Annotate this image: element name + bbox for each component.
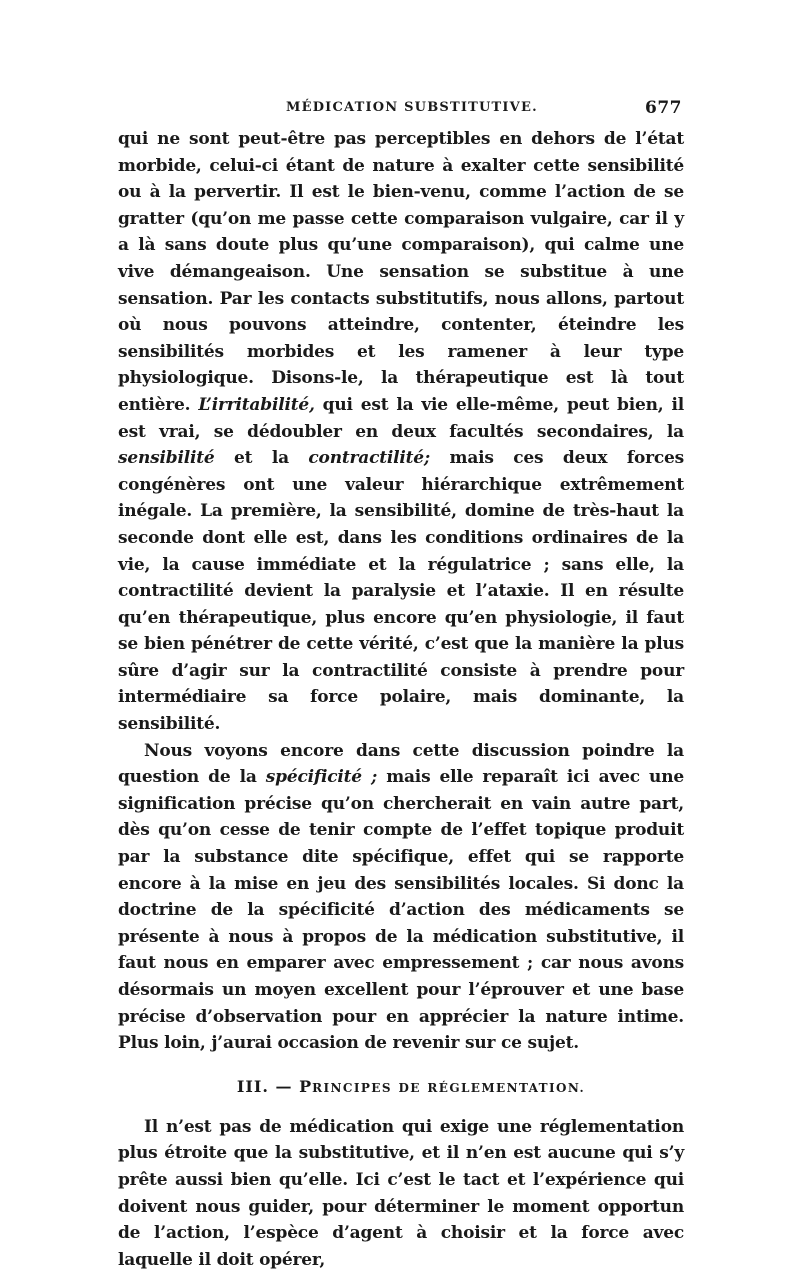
paragraph-1 [118,126,684,738]
section-heading [118,1077,684,1096]
book-page [118,96,684,1273]
paragraph-1-text-e: et la [214,448,309,469]
term-sensibilite: sensibilité [118,448,215,469]
section-numeral: III. — P [236,1076,313,1096]
section-word-principes: RINCIPES [312,1080,392,1095]
running-title: MÉDICATION SUBSTITUTIVE. [286,100,538,115]
paragraph-1-text-a: qui ne sont peut-être pas perceptibles en dehors de l’état morbide, celui-ci étant de nature à exalter cette sensibilité ou à la pervertir. Il est le bien-venu, comme l’action de se gratter (qu’on me passe cette comparaison vulgaire, car il y a là sans doute plus qu’une comparaison), qui calme une vive démangeaison. Une sensation se substitue à une sensation. Par les contacts substitutifs, nous allons, partout où nous pouvons atteindre, contenter, éteindre les sensibilités morbides et les ramener à leur type physiologique. Disons-le, la thérapeutique est là tout entière. [118,129,684,415]
section-word-reglementation: RÉGLEMENTATION. [427,1080,586,1095]
paragraph-3: Il n’est pas de médication qui exige une réglementation plus étroite que la substitutive, et il n’en est aucune qui s’y prête aussi bien qu’elle. Ici c’est le tact et l’expérience qui doivent nous guider, pour déterminer le moment opportun de l’action, l’espèce d’agent à choisir et la force avec laquelle il doit opérer, [118,1116,684,1270]
paragraph-1-text-g: mais ces deux forces congénères ont une valeur hiérarchique extrêmement inégale. La première, la sensibilité, domine de très-haut la seconde dont elle est, dans les conditions ordinaires de la vie, la cause immédiate et la régulatrice ; sans elle, la contractilité devient la paralysie et l’ataxie. Il en résulte qu’en thérapeutique, plus encore qu’en physiologie, il faut se bien pénétrer de cette vérité, c’est que la manière la plus sûre d’agir sur la contractilité consiste à prendre pour intermédiaire sa force polaire, mais dominante, la sensibilité. [118,448,684,735]
term-specificite: spécificité ; [265,767,378,788]
section-word-de: DE [398,1080,421,1095]
paragraph-2-text-c: mais elle reparaît ici avec une signification précise qu’on chercherait en vain autre part, dès qu’on cesse de tenir compte de l’effet topique produit par la substance dite spécifique, effet qui se rapporte encore à la mise en jeu des sensibilités locales. Si donc la doctrine de la spécificité d’action des médicaments se présente à nous à propos de la médication substitutive, il faut nous en emparer avec empressement ; car nous avons désormais un moyen excellent pour l’éprouver et une base précise d’observation pour en apprécier la nature intime. Plus loin, j’aurai occasion de revenir sur ce sujet. [118,767,684,1054]
paragraph-1-text-c: qui est la vie elle-même, peut bien, il est vrai, se dédoubler en deux facultés secondaires, la [118,394,684,442]
page-number: 677 [645,98,682,118]
term-contractilite: contractilité; [308,448,431,469]
paragraph-2 [118,738,684,1057]
body-text [118,126,684,1273]
running-head [118,96,684,124]
term-irritabilite: L’irritabilité, [198,394,315,415]
paragraph-2-text-a: Nous voyons encore dans cette discussion poindre la question de la [118,740,684,788]
